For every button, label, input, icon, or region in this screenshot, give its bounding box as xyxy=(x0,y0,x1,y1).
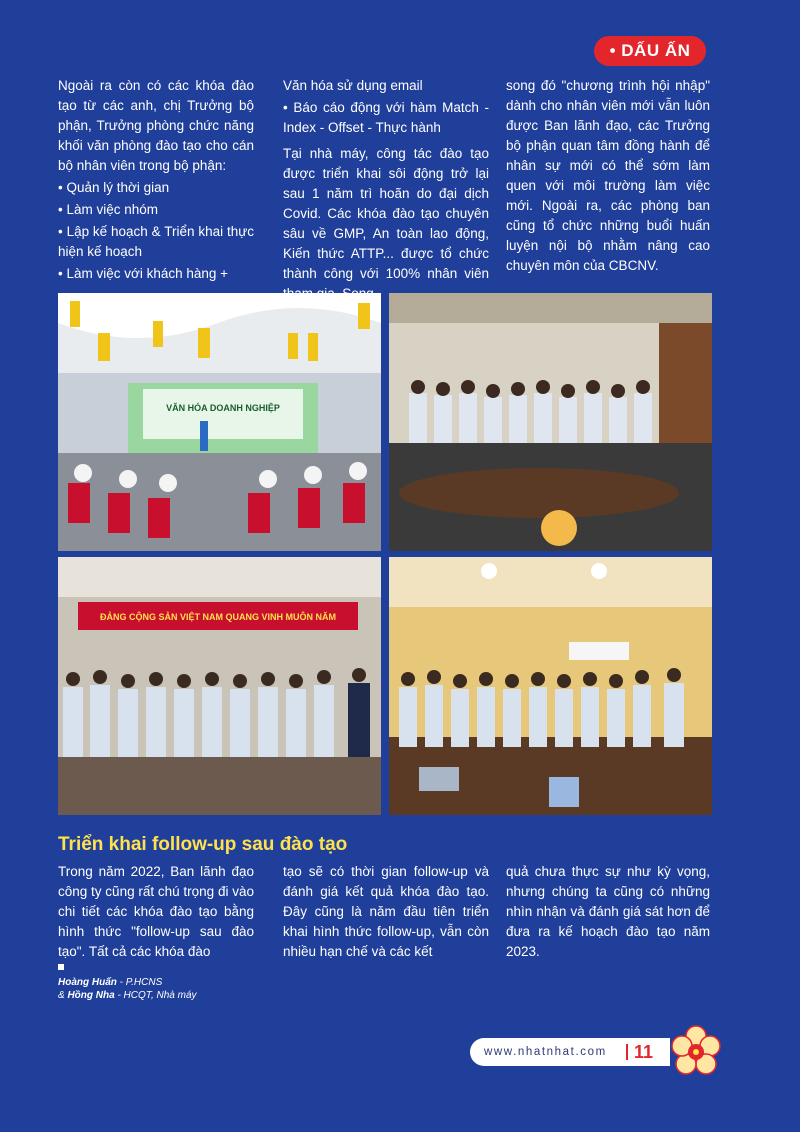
bottom-paragraph-2: tạo sẽ có thời gian follow-up và đánh giá kết quả khóa đào tạo. Đây cũng là năm đầu tiên triển khai hình thức follow-up, vẫn còn nhiều hạn chế và các kết xyxy=(283,864,489,959)
footer-divider xyxy=(626,1044,628,1060)
photo-hall-group xyxy=(58,557,381,815)
bottom-paragraph-3: quả chưa thực sự như kỳ vọng, nhưng chúng ta cũng có những nhìn nhận và đánh giá sát hơn để đưa ra kế hoạch đào tạo năm 2023. xyxy=(506,864,710,959)
column-3-paragraph: song đó "chương trình hội nhập" dành cho nhân viên mới vẫn luôn được Ban lãnh đạo, các Trưởng bộ phận quan tâm đồng hành để nhân sự mới có thể sớm làm quen với môi trường làm việc mới. Ngoài ra, các phòng ban cũng tổ chức những buổi huấn luyện nội bộ nhằm nâng cao chuyên môn của CBCNV. xyxy=(506,78,710,273)
bottom-column-2 xyxy=(283,862,489,962)
bullet-item: • Quản lý thời gian xyxy=(58,180,170,195)
column-2-line: Văn hóa sử dụng email xyxy=(283,78,423,93)
section-heading: Triển khai follow-up sau đào tạo xyxy=(58,834,348,855)
photo-office-group xyxy=(389,557,712,815)
author-name: Hồng Nha xyxy=(67,990,115,1001)
end-mark-square xyxy=(58,964,64,970)
photo-culture-event xyxy=(58,293,381,551)
bottom-column-3 xyxy=(506,862,710,962)
column-2 xyxy=(283,76,489,304)
author-role: - HCQT, Nhà máy xyxy=(114,990,197,1001)
bottom-paragraph-1: Trong năm 2022, Ban lãnh đạo công ty cũng rất chú trọng đi vào chi tiết các khóa đào tạo bằng hình thức "follow-up sau đào tạo". Tất cả các khóa đào xyxy=(58,864,254,959)
author-line: & Hồng Nha - HCQT, Nhà máy xyxy=(58,990,197,1001)
section-badge: • DẤU ẤN xyxy=(594,36,706,66)
column-2-paragraph: Tại nhà máy, công tác đào tạo được triển khai sôi động trở lại sau 1 năm trì hoãn do đại dịch Covid. Các khóa đào tạo chuyên sâu về GMP, An toàn lao động, Kiến thức ATTP... được tổ chức thành công với 100% nhân viên xyxy=(283,146,489,281)
column-1 xyxy=(58,76,254,286)
photo-meeting-room-group xyxy=(389,293,712,551)
hall-banner-text: ĐẢNG CỘNG SẢN VIỆT NAM QUANG VINH MUÔN NĂM xyxy=(100,612,336,622)
column-3 xyxy=(506,76,710,276)
page-number: 11 xyxy=(634,1042,654,1062)
author-credits xyxy=(58,976,197,1002)
bottom-column-1 xyxy=(58,862,254,962)
author-line xyxy=(58,976,197,989)
bullet-item: • Làm việc với khách hàng + xyxy=(58,266,229,281)
bullet-item: • Lập kế hoạch & Triển khai thực hiện kế hoạch xyxy=(58,224,254,259)
website-link[interactable]: www.nhatnhat.com xyxy=(484,1046,607,1058)
author-name: Hoàng Huấn xyxy=(58,977,117,988)
bullet-item: • Làm việc nhóm xyxy=(58,202,159,217)
culture-banner-text: VĂN HÓA DOANH NGHIỆP xyxy=(166,403,280,413)
bullet-item: • Báo cáo động với hàm Match - Index - Offset - Thực hành xyxy=(283,100,489,135)
flower-icon xyxy=(666,1020,726,1084)
column-1-intro: Ngoài ra còn có các khóa đào tạo từ các anh, chị Trưởng bộ phận, Trưởng phòng chức năng khối văn phòng đào tạo cho cán bộ nhân viên trong bộ phận: xyxy=(58,78,254,173)
author-role: - P.HCNS xyxy=(116,977,163,988)
